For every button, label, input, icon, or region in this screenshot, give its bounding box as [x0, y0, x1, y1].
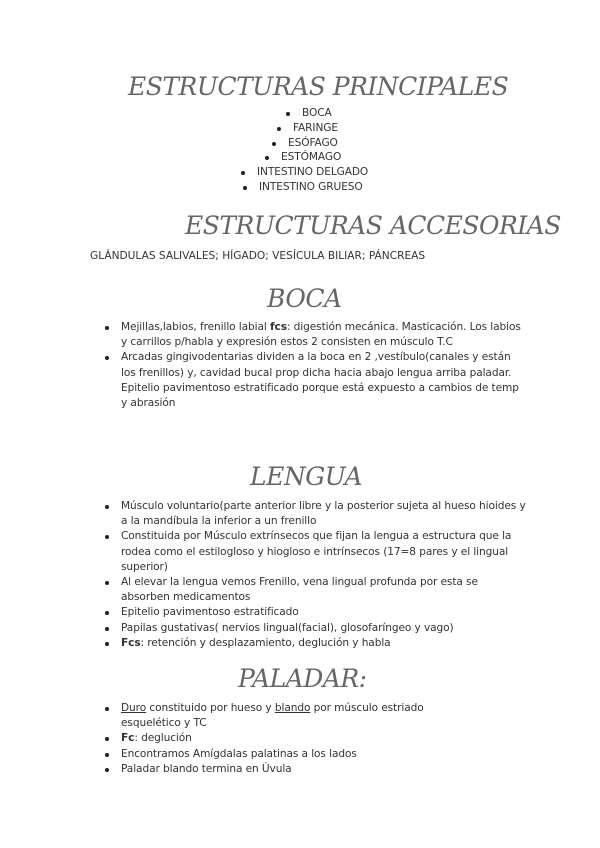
- list-item: Epitelio pavimentoso estratificado: [121, 605, 526, 620]
- list-item: FARINGE: [293, 121, 404, 136]
- list-item: ESÓFAGO: [288, 136, 399, 151]
- list-item: Mejillas,labios, frenillo labial fcs: digestión mecánica. Masticación. Los labios y carrillos p/habla y expresión estos 2 consisten en músculo T.C: [121, 320, 521, 350]
- list-item: Fc: deglución: [121, 731, 481, 746]
- list-item: Músculo voluntario(parte anterior libre y la posterior sujeta al hueso hioides y a la mandíbula la inferior a un frenillo: [121, 499, 526, 529]
- accessory-structures-text: GLÁNDULAS SALIVALES; HÍGADO; VESÍCULA BILIAR; PÁNCREAS: [90, 250, 426, 262]
- list-item: BOCA: [302, 106, 413, 121]
- heading-estructuras-principales: ESTRUCTURAS PRINCIPALES: [128, 72, 509, 101]
- list-item: ESTÓMAGO: [281, 150, 392, 165]
- list-item: INTESTINO DELGADO: [257, 166, 369, 179]
- list-item: Duro constituido por hueso y blando por músculo estriado esquelético y TC: [121, 701, 481, 731]
- bold-term: Fcs: [121, 636, 141, 649]
- heading-estructuras-accesorias: ESTRUCTURAS ACCESORIAS: [185, 211, 561, 240]
- heading-lengua: LENGUA: [250, 462, 363, 491]
- list-item: INTESTINO GRUESO: [259, 180, 370, 195]
- paladar-list: [121, 701, 481, 777]
- heading-paladar: PALADAR:: [238, 664, 367, 693]
- list-item: Encontramos Amígdalas palatinas a los lados: [121, 747, 481, 762]
- list-item: Paladar blando termina en Úvula: [121, 762, 481, 777]
- list-item: Papilas gustativas( nervios lingual(facial), glosofaríngeo y vago): [121, 621, 526, 636]
- boca-list: [121, 320, 521, 411]
- list-item: Constituida por Músculo extrínsecos que fijan la lengua a estructura que la rodea como el estilogloso y hiogloso e intrínsecos (17=8 pares y el lingual superior): [121, 529, 526, 575]
- main-structures-list: [257, 106, 383, 195]
- bold-term: Fc: [121, 732, 135, 745]
- lengua-list: [121, 499, 526, 651]
- list-item: Arcadas gingivodentarias dividen a la boca en 2 ,vestíbulo(canales y están los frenillos) y, cavidad bucal prop dicha hacia abajo lengua arriba paladar. Epitelio pavimentoso estratificado porque está expuesto a cambios de temp y abrasión: [121, 350, 521, 411]
- list-item: Al elevar la lengua vemos Frenillo, vena lingual profunda por esta se absorben medicamentos: [121, 575, 526, 605]
- heading-boca: BOCA: [267, 284, 342, 313]
- list-item: Fcs: retención y desplazamiento, deglución y habla: [121, 636, 526, 651]
- bold-term: fcs: [270, 321, 287, 333]
